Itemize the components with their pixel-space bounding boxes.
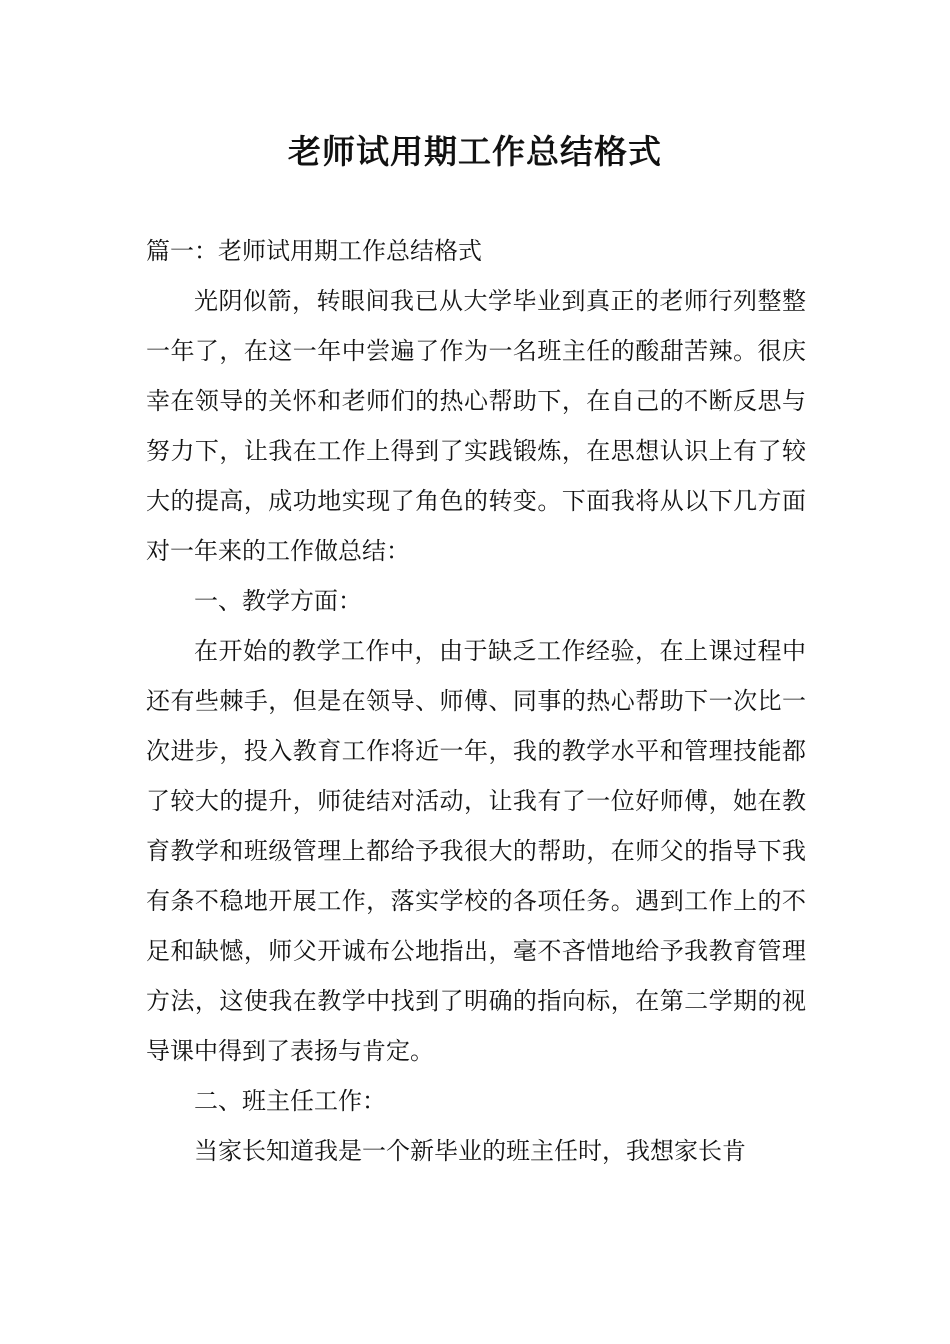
paragraph: 光阴似箭，转眼间我已从大学毕业到真正的老师行列整整一年了，在这一年中尝遍了作为一名班主任的酸甜苦辣。很庆幸在领导的关怀和老师们的热心帮助下，在自己的不断反思与努力下，让我在工作上得到了实践锻炼，在思想认识上有了较大的提高，成功地实现了角色的转变。下面我将从以下几方面对一年来的工作做总结： (146, 287, 806, 565)
section-heading: 篇一：老师试用期工作总结格式 (146, 237, 482, 265)
document-body (146, 226, 806, 1176)
subsection-heading: 二、班主任工作： (194, 1087, 386, 1115)
paragraph: 当家长知道我是一个新毕业的班主任时，我想家长肯 (194, 1137, 746, 1165)
paragraph: 在开始的教学工作中，由于缺乏工作经验，在上课过程中还有些棘手，但是在领导、师傅、同事的热心帮助下一次比一次进步，投入教育工作将近一年，我的教学水平和管理技能都了较大的提升，师徒结对活动，让我有了一位好师傅，她在教育教学和班级管理上都给予我很大的帮助，在师父的指导下我有条不稳地开展工作，落实学校的各项任务。遇到工作上的不足和缺憾，师父开诚布公地指出，毫不吝惜地给予我教育管理方法，这使我在教学中找到了明确的指向标，在第二学期的视导课中得到了表扬与肯定。 (146, 637, 806, 1065)
document-title: 老师试用期工作总结格式 (288, 132, 662, 171)
subsection-heading: 一、教学方面： (194, 587, 362, 615)
